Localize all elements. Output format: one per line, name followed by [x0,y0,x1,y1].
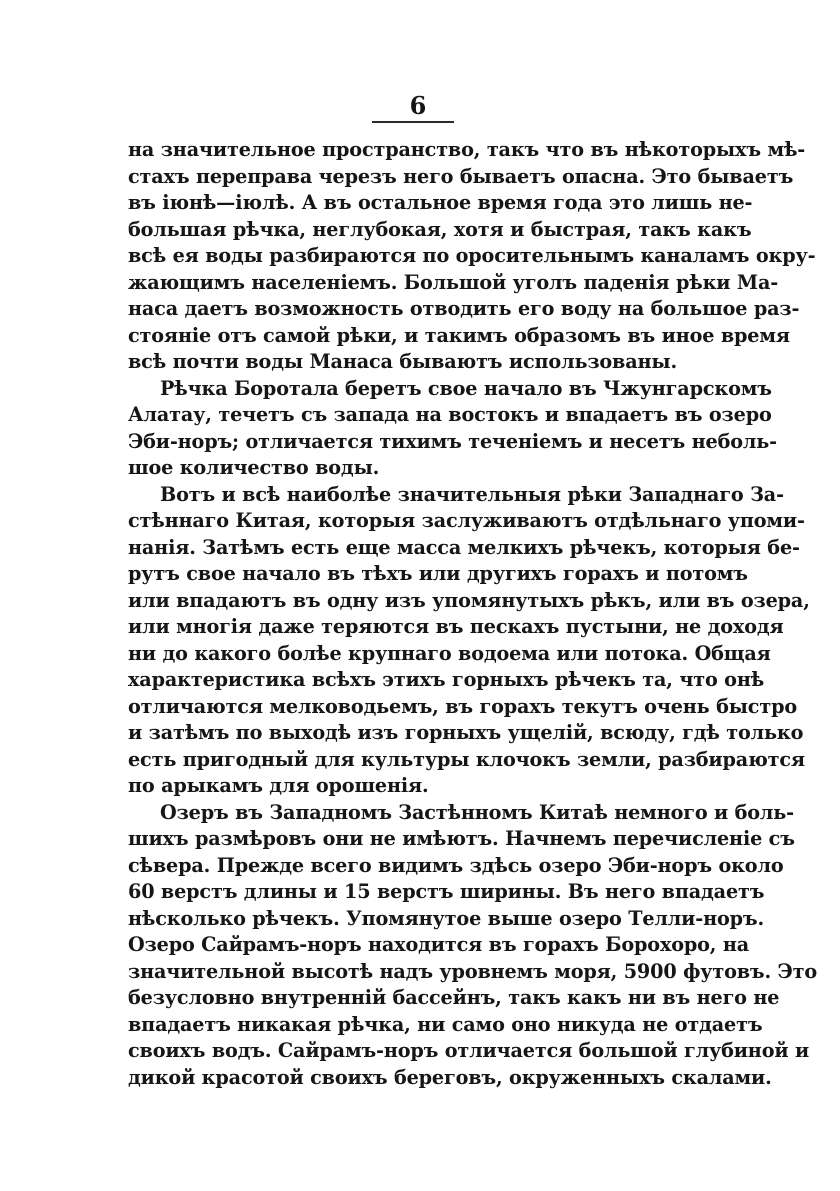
text-line: шихъ размѣровъ они не имѣютъ. Начнемъ перечисленіе съ [128,827,795,850]
text-line: и затѣмъ по выходѣ изъ горныхъ ущелій, всюду, гдѣ только [128,721,804,744]
text-line: Рѣчка Боротала беретъ свое начало въ Чжунгарскомъ [160,376,772,400]
text-line: стояніе отъ самой рѣки, и такимъ образомъ въ иное время [128,323,790,347]
text-line: всѣ почти воды Манаса бываютъ использованы. [128,350,678,373]
text-line: по арыкамъ для орошенія. [128,774,429,797]
text-line: своихъ водъ. Сайрамъ-норъ отличается большой глубиной и [128,1039,810,1062]
text-line: дикой красотой своихъ береговъ, окруженныхъ скалами. [128,1065,772,1089]
text-line: Алатау, течетъ съ запада на востокъ и впадаетъ въ озеро [128,403,772,426]
text-line: ни до какого болѣе крупнаго водоема или потока. Общая [128,641,771,665]
text-line: большая рѣчка, неглубокая, хотя и быстрая, такъ какъ [128,217,752,241]
text-line: всѣ ея воды разбираются по оросительнымъ каналамъ окру- [128,244,816,267]
text-line: Озеръ въ Западномъ Застѣнномъ Китаѣ немного и боль- [160,800,794,824]
text-line: или многія даже теряются въ пескахъ пустыни, не доходя [128,615,784,638]
text-line: жающимъ населеніемъ. Большой уголъ паденія рѣки Ма- [128,270,779,294]
header-rule [372,121,454,123]
text-line: есть пригодный для культуры клочокъ земли, разбираются [128,747,805,771]
text-line: Эби-норъ; отличается тихимъ теченіемъ и несетъ неболь- [128,429,777,453]
text-line: нанія. Затѣмъ есть еще масса мелкихъ рѣчекъ, которыя бе- [128,535,800,559]
text-line: на значительное пространство, такъ что въ нѣкоторыхъ мѣ- [128,138,806,161]
text-line: Озеро Сайрамъ-норъ находится въ горахъ Борохоро, на [128,933,750,956]
text-line: нѣсколько рѣчекъ. Упомянутое выше озеро Телли-норъ. [128,906,764,930]
text-line: шое количество воды. [128,456,380,479]
page-number: 6 [409,91,427,120]
text-line: впадаетъ никакая рѣчка, ни само оно никуда не отдаетъ [128,1012,763,1036]
text-line: 60 верстъ длины и 15 верстъ ширины. Въ него впадаетъ [128,880,765,903]
text-line: значительной высотѣ надъ уровнемъ моря, 5900 футовъ. Это [128,959,818,983]
text-line: отличаются мелководьемъ, въ горахъ текутъ очень быстро [128,694,797,718]
text-line: безусловно внутренній бассейнъ, такъ какъ ни въ него не [128,986,780,1009]
body-text [128,137,818,1091]
text-line: сѣвера. Прежде всего видимъ здѣсь озеро Эби-норъ около [128,853,784,877]
text-line: наса даетъ возможность отводить его воду на большое раз- [128,297,800,320]
text-line: или впадаютъ въ одну изъ упомянутыхъ рѣкъ, или въ озера, [128,588,810,612]
text-line: въ іюнѣ—іюлѣ. А въ остальное время года это лишь не- [128,191,753,214]
text-line: стѣннаго Китая, которыя заслуживаютъ отдѣльнаго упоми- [128,509,805,532]
text-line: Вотъ и всѣ наиболѣе значительныя рѣки Западнаго За- [160,482,784,506]
text-line: характеристика всѣхъ этихъ горныхъ рѣчекъ та, что онѣ [128,668,765,691]
text-line: рутъ свое начало въ тѣхъ или другихъ горахъ и потомъ [128,562,748,585]
text-line: стахъ переправа черезъ него бываетъ опасна. Это бываетъ [128,164,794,188]
